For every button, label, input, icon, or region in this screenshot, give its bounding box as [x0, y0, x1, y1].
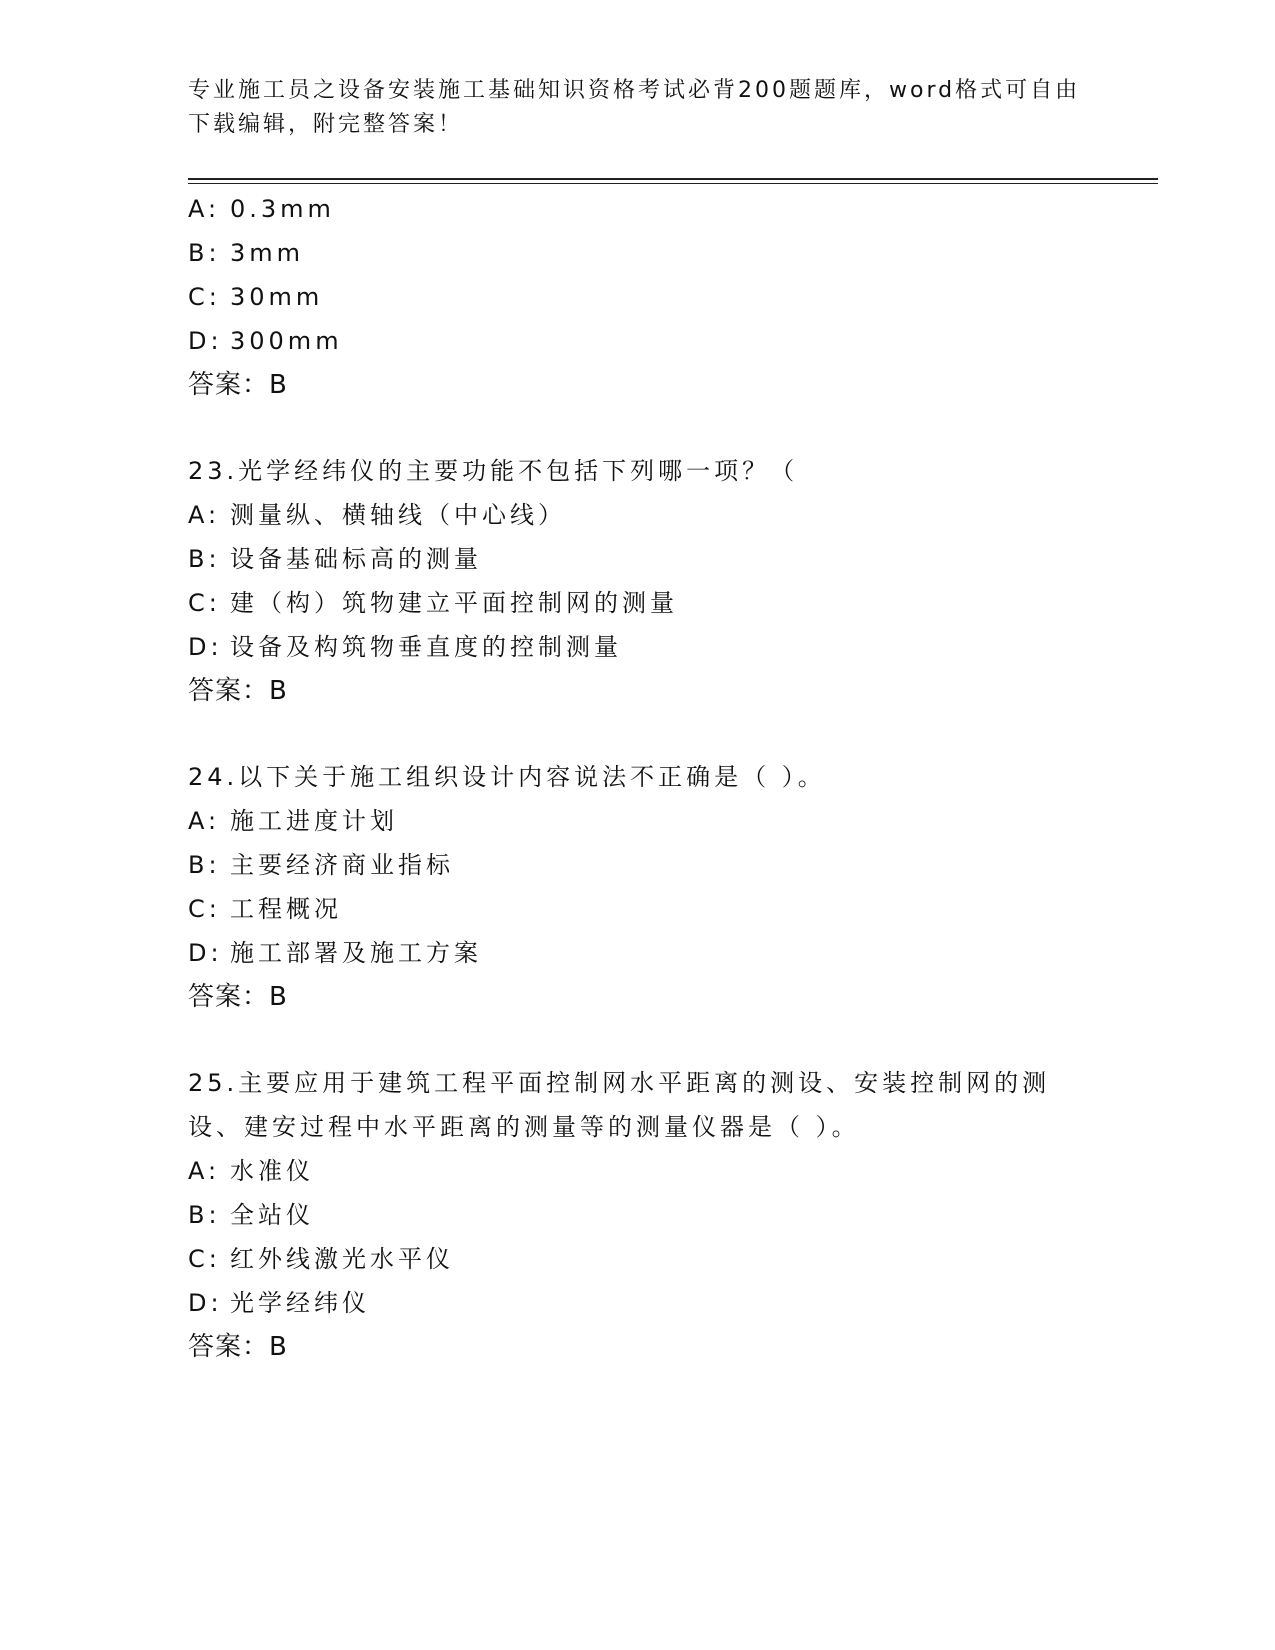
header-divider-thin	[188, 183, 1158, 184]
option-letter: B:	[188, 239, 221, 267]
question-25-line-2: 设、建安过程中水平距离的测量等的测量仪器是（ ）。	[188, 1113, 860, 1141]
option-d	[188, 1280, 1088, 1326]
option-text: 光学经纬仪	[230, 1289, 370, 1317]
option-text: 测量纵、横轴线（中心线）	[230, 501, 566, 529]
option-a	[188, 186, 1088, 232]
option-letter: C:	[188, 895, 221, 923]
option-letter: B:	[188, 545, 221, 573]
option-b	[188, 230, 1088, 276]
option-b	[188, 536, 1088, 582]
option-a	[188, 1148, 1088, 1194]
option-letter: C:	[188, 283, 221, 311]
option-d	[188, 624, 1088, 670]
option-letter: D:	[188, 327, 223, 355]
option-a	[188, 492, 1088, 538]
option-letter: C:	[188, 1245, 221, 1273]
option-text: 全站仪	[230, 1201, 314, 1229]
document-header: 专业施工员之设备安装施工基础知识资格考试必背200题题库，word格式可自由下载编辑，附完整答案！	[188, 78, 1081, 137]
option-letter: D:	[188, 1289, 223, 1317]
option-letter: D:	[188, 939, 223, 967]
option-text: 建（构）筑物建立平面控制网的测量	[230, 589, 678, 617]
option-c	[188, 886, 1088, 932]
option-letter: A:	[188, 501, 221, 529]
option-b	[188, 842, 1088, 888]
question-24: 24.以下关于施工组织设计内容说法不正确是（ ）。	[188, 763, 826, 791]
option-letter: B:	[188, 851, 221, 879]
answer-line: 答案：B	[188, 370, 288, 400]
question-25-line-1: 25.主要应用于建筑工程平面控制网水平距离的测设、安装控制网的测	[188, 1069, 1051, 1097]
option-letter: A:	[188, 195, 221, 223]
option-text: 主要经济商业指标	[230, 851, 454, 879]
option-text: 水准仪	[230, 1157, 314, 1185]
option-text: 3mm	[230, 239, 305, 267]
header-divider	[188, 178, 1158, 180]
option-text: 工程概况	[230, 895, 342, 923]
option-text: 红外线激光水平仪	[230, 1245, 454, 1273]
option-text: 30mm	[230, 283, 324, 311]
option-c	[188, 1236, 1088, 1282]
option-text: 设备基础标高的测量	[230, 545, 482, 573]
option-c	[188, 274, 1088, 320]
option-text: 0.3mm	[230, 195, 335, 223]
option-letter: C:	[188, 589, 221, 617]
option-text: 施工部署及施工方案	[230, 939, 482, 967]
answer-line: 答案：B	[188, 1332, 288, 1362]
answer-line: 答案：B	[188, 982, 288, 1012]
option-text: 设备及构筑物垂直度的控制测量	[230, 633, 622, 661]
option-d	[188, 930, 1088, 976]
option-letter: A:	[188, 1157, 221, 1185]
option-b	[188, 1192, 1088, 1238]
option-letter: A:	[188, 807, 221, 835]
answer-line: 答案：B	[188, 676, 288, 706]
question-23: 23.光学经纬仪的主要功能不包括下列哪一项？（	[188, 457, 799, 485]
option-letter: D:	[188, 633, 223, 661]
option-text: 施工进度计划	[230, 807, 398, 835]
option-a	[188, 798, 1088, 844]
option-letter: B:	[188, 1201, 221, 1229]
option-text: 300mm	[230, 327, 343, 355]
option-d	[188, 318, 1088, 364]
option-c	[188, 580, 1088, 626]
